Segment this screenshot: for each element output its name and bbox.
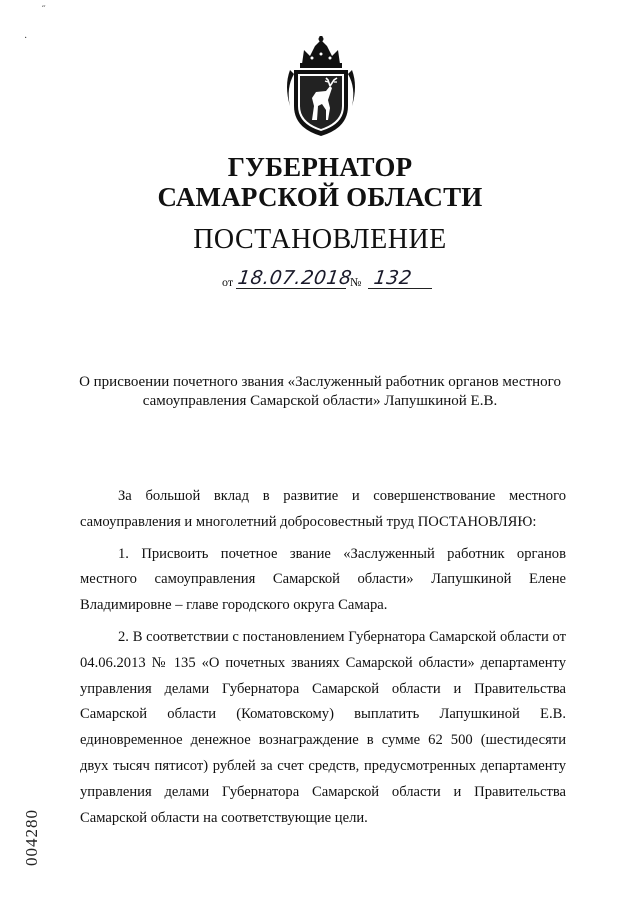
- body-intro: За большой вклад в развитие и совершенствование местного самоуправления и многолетний добросовестный труд ПОСТАНОВЛЯЮ:: [80, 488, 566, 530]
- margin-registration-stamp: 004280: [22, 809, 41, 866]
- issue-date-number-line: [222, 266, 442, 294]
- document-subject: О присвоении почетного звания «Заслуженный работник органов местного самоуправления Самарской области» Лапушкиной Е.В.: [79, 374, 561, 409]
- issuer-title-line2: САМАРСКОЙ ОБЛАСТИ: [157, 182, 483, 212]
- handwritten-date: 18.07.2018: [236, 267, 354, 289]
- number-label: №: [350, 275, 362, 289]
- issuer-title-line1: ГУБЕРНАТОР: [227, 152, 413, 182]
- date-label: от: [222, 275, 234, 289]
- samara-coat-of-arms-icon: [282, 36, 360, 138]
- handwritten-number: 132: [372, 267, 414, 289]
- body-item-1: 1. Присвоить почетное звание «Заслуженный работник органов местного самоуправления Самарской области» Лапушкиной Елене Владимировне – главе городского округа Самара.: [80, 545, 566, 614]
- scan-speck: ·: [24, 33, 28, 44]
- scan-speck: ˝: [42, 5, 46, 16]
- document-type-title: ПОСТАНОВЛЕНИЕ: [193, 224, 447, 255]
- body-item-2: 2. В соответствии с постановлением Губернатора Самарской области от 04.06.2013 № 135 «О почетных званиях Самарской области» департаменту управления делами Губернатора Самарской области и Правительства Самарской области (Коматовскому) выплатить Лапушкиной Е.В. единовременное денежное вознаграждение в сумме 62 500 (шестидесяти двух тысяч пятисот) рублей за счет средств, предусмотренных департаменту управления делами Губернатора Самарской области и Правительства Самарской области на соответствующие цели.: [80, 628, 566, 826]
- document-body: [80, 484, 566, 837]
